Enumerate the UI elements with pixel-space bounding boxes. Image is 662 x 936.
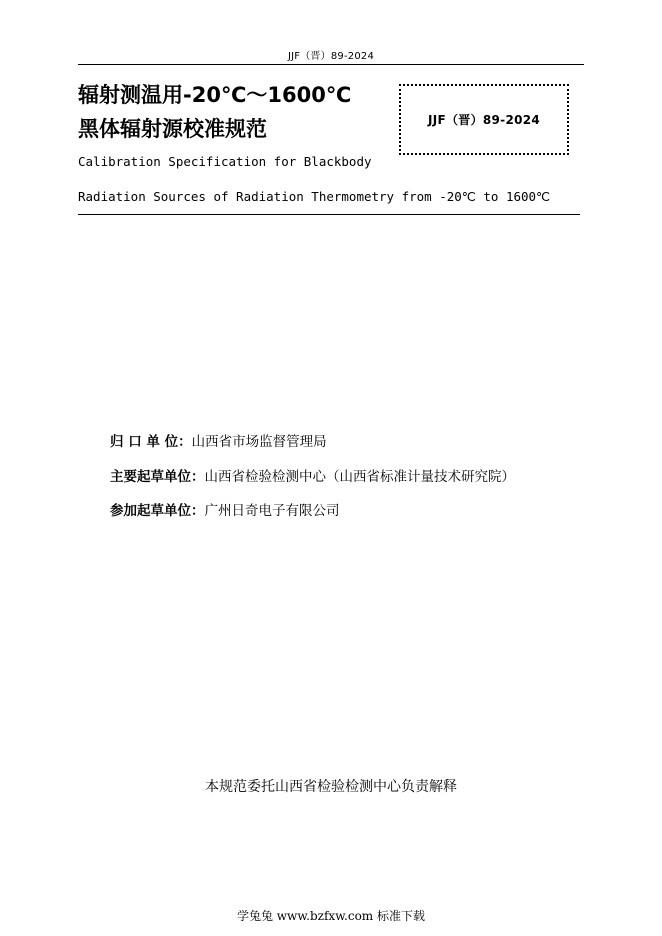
footer-watermark-text: 学兔兔 www.bzfxw.com 标准下载 [236, 909, 426, 923]
title-cn-line2: 黑体辐射源校准规范 [78, 117, 267, 141]
title-cn-line1: 辐射测温用-20℃～1600℃ [78, 83, 352, 107]
org-value: 广州日奇电子有限公司 [204, 503, 340, 519]
header-standard-code: JJF（晋）89-2024 [287, 51, 375, 62]
org-row-participating-drafter [110, 499, 340, 519]
org-label: 归 口 单 位： [110, 434, 192, 450]
org-row-main-drafter [110, 465, 515, 485]
org-label: 主要起草单位： [110, 469, 205, 485]
title-en-line2: Radiation Sources of Radiation Thermometry from -20℃ to 1600℃ [78, 189, 551, 204]
org-row-responsible [110, 430, 327, 450]
org-value: 山西省市场监督管理局 [191, 434, 327, 450]
standard-code-box-text: JJF（晋）89-2024 [427, 113, 541, 127]
title-divider [78, 214, 580, 215]
header-divider [78, 64, 584, 65]
org-label: 参加起草单位： [110, 503, 205, 519]
org-value: 山西省检验检测中心（山西省标准计量技术研究院） [204, 469, 515, 485]
interpretation-note: 本规范委托山西省检验检测中心负责解释 [205, 779, 457, 795]
title-en-line1: Calibration Specification for Blackbody [78, 154, 372, 169]
standard-code-box [399, 84, 569, 155]
